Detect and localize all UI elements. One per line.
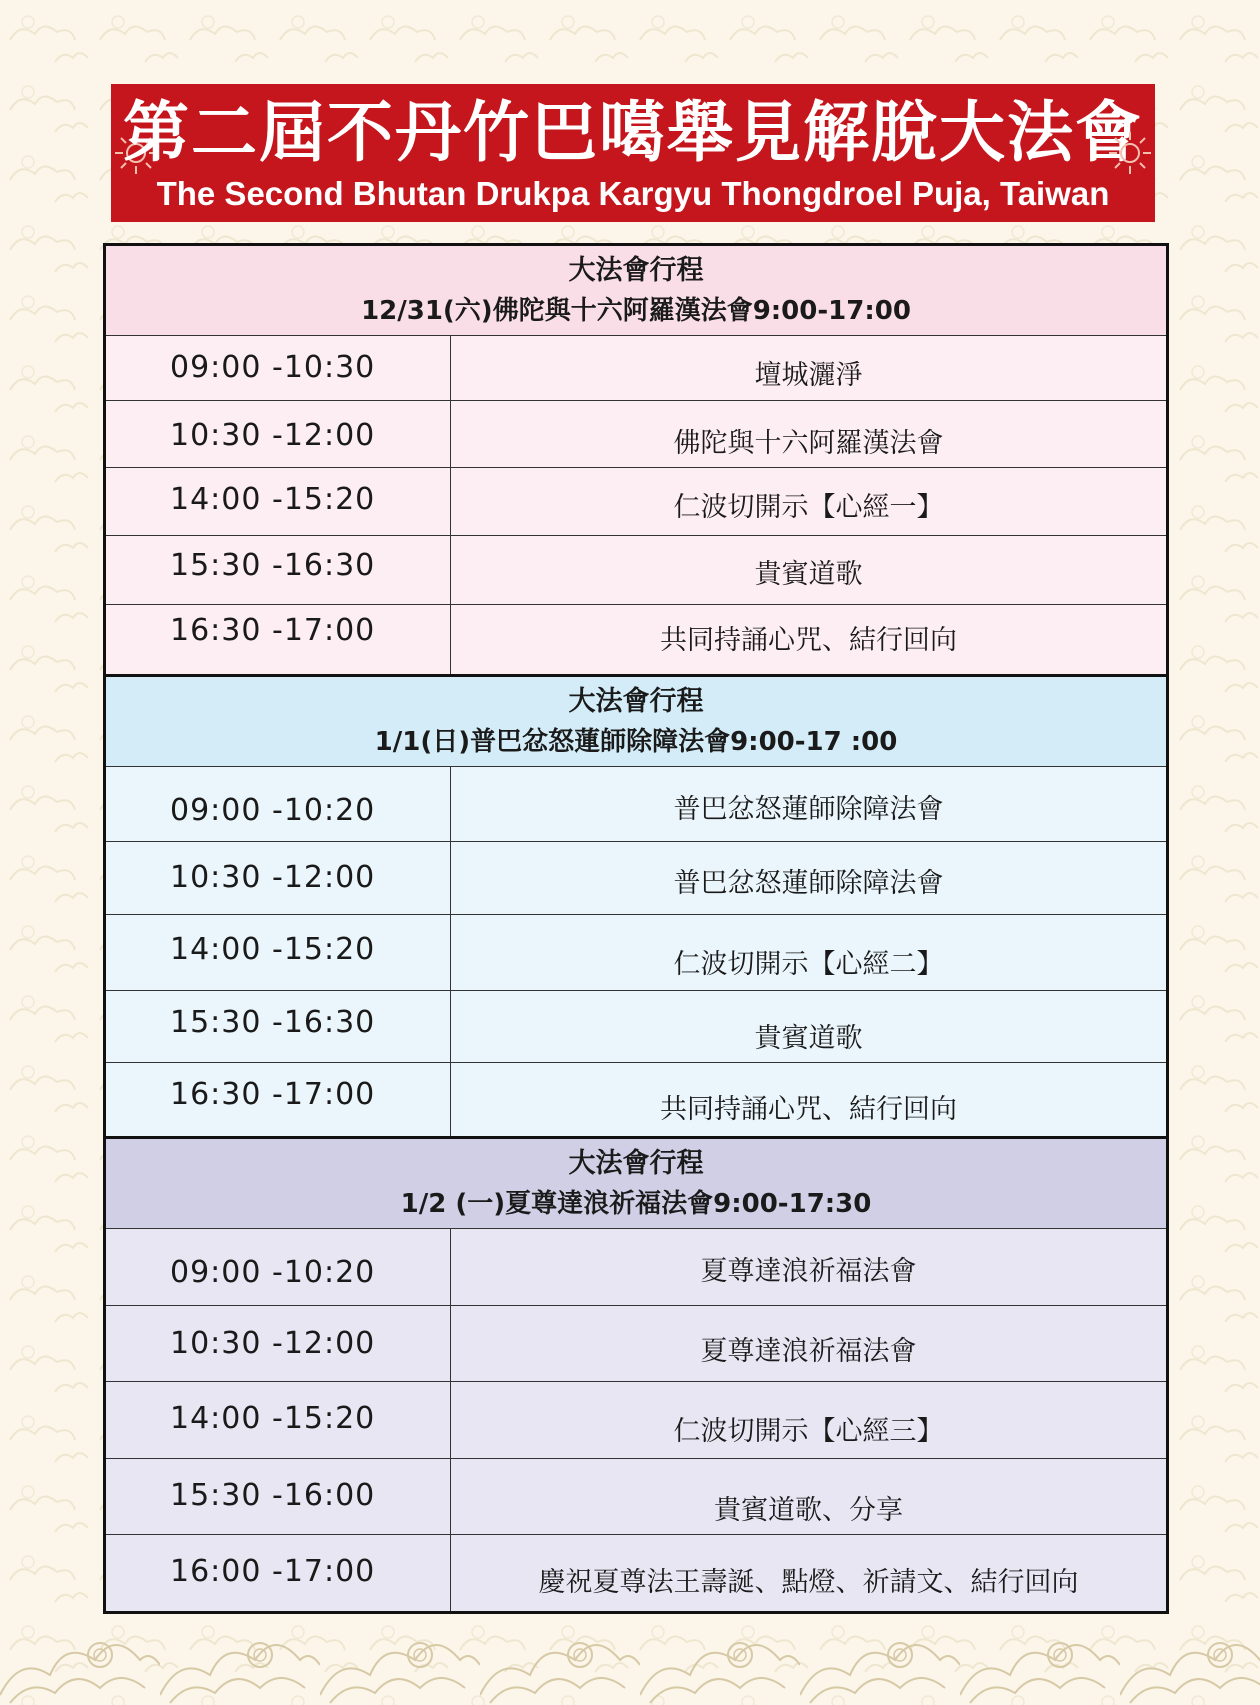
event-cell: 佛陀與十六阿羅漢法會 — [673, 428, 944, 459]
sun-ornament-icon — [1105, 128, 1155, 178]
table-row — [106, 605, 1166, 674]
table-row — [106, 1382, 1166, 1459]
table-row — [106, 536, 1166, 605]
event-cell: 貴賓道歌 — [754, 1023, 863, 1054]
time-cell: 14:00 -15:20 — [106, 915, 451, 990]
time-cell: 10:30 -12:00 — [106, 842, 451, 914]
event-cell: 夏尊達浪祈福法會 — [700, 1256, 917, 1287]
schedule-table — [103, 243, 1169, 1614]
table-row — [106, 401, 1166, 468]
event-cell: 普巴忿怒蓮師除障法會 — [673, 868, 944, 899]
table-row — [106, 336, 1166, 401]
event-cell: 壇城灑淨 — [754, 360, 863, 391]
day-heading: 大法會行程 — [568, 686, 704, 717]
event-cell: 貴賓道歌、分享 — [714, 1495, 903, 1526]
event-cell: 共同持誦心咒、結行回向 — [660, 625, 957, 656]
day-subheading: 12/31(六)佛陀與十六阿羅漢法會9:00-17:00 — [361, 296, 911, 326]
table-row — [106, 1306, 1166, 1382]
table-row — [106, 991, 1166, 1063]
time-cell: 09:00 -10:30 — [106, 336, 451, 400]
time-cell: 10:30 -12:00 — [106, 1306, 451, 1381]
day-section-3 — [106, 1139, 1166, 1611]
time-cell: 16:30 -17:00 — [106, 605, 451, 674]
table-row — [106, 1535, 1166, 1611]
time-cell: 15:30 -16:30 — [106, 536, 451, 604]
table-row — [106, 915, 1166, 991]
event-cell: 貴賓道歌 — [754, 559, 863, 590]
table-row — [106, 842, 1166, 915]
day-header — [106, 1139, 1166, 1229]
time-cell: 09:00 -10:20 — [106, 1229, 451, 1305]
page-subtitle: The Second Bhutan Drukpa Kargyu Thongdroel Puja, Taiwan — [156, 175, 1110, 212]
day-section-1 — [106, 246, 1166, 674]
event-cell: 夏尊達浪祈福法會 — [700, 1336, 917, 1367]
day-heading: 大法會行程 — [568, 255, 704, 286]
time-cell: 14:00 -15:20 — [106, 1382, 451, 1458]
time-cell: 09:00 -10:20 — [106, 767, 451, 841]
title-banner — [111, 84, 1155, 222]
wave-pattern-footer — [0, 1625, 1260, 1705]
event-cell: 仁波切開示【心經一】 — [673, 492, 944, 523]
time-cell: 15:30 -16:30 — [106, 991, 451, 1062]
table-row — [106, 767, 1166, 842]
day-header — [106, 677, 1166, 767]
time-cell: 16:30 -17:00 — [106, 1063, 451, 1136]
day-header — [106, 246, 1166, 336]
day-heading: 大法會行程 — [568, 1148, 704, 1179]
day-subheading: 1/2 (一)夏尊達浪祈福法會9:00-17:30 — [400, 1189, 872, 1219]
event-cell: 仁波切開示【心經二】 — [673, 949, 944, 980]
event-cell: 仁波切開示【心經三】 — [673, 1416, 944, 1447]
time-cell: 14:00 -15:20 — [106, 468, 451, 535]
table-row — [106, 468, 1166, 536]
time-cell: 10:30 -12:00 — [106, 401, 451, 467]
table-row — [106, 1063, 1166, 1136]
event-cell: 慶祝夏尊法王壽誕、點燈、祈請文、結行回向 — [538, 1567, 1079, 1598]
time-cell: 15:30 -16:00 — [106, 1459, 451, 1534]
page-title: 第二屆不丹竹巴噶舉見解脫大法會 — [123, 94, 1143, 171]
day-section-2 — [106, 677, 1166, 1136]
table-row — [106, 1229, 1166, 1306]
event-cell: 共同持誦心咒、結行回向 — [660, 1094, 957, 1125]
time-cell: 16:00 -17:00 — [106, 1535, 451, 1611]
table-row — [106, 1459, 1166, 1535]
event-cell: 普巴忿怒蓮師除障法會 — [673, 794, 944, 825]
day-subheading: 1/1(日)普巴忿怒蓮師除障法會9:00-17 :00 — [374, 727, 898, 757]
